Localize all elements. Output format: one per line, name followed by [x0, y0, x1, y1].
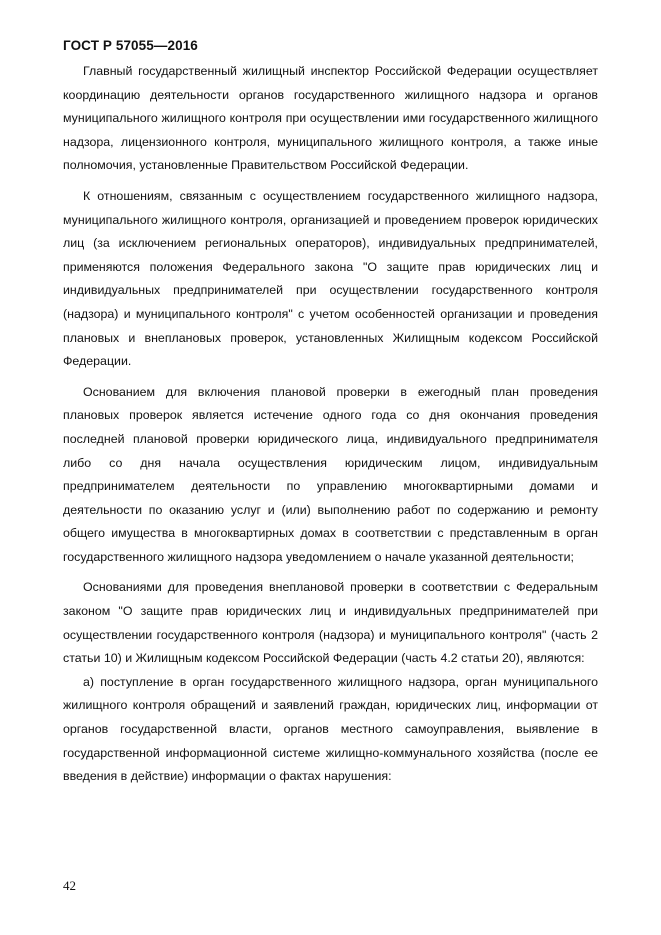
list-item-a: а) поступление в орган государственного жилищного надзора, орган муниципального жилищного контроля обращений и заявлений граждан, юридических лиц, информации от органов государственной власти, органов местного самоуправления, выявление в государственной информационной системе жилищно-коммунального хозяйства (после ее введения в действие) информации о фактах нарушения:: [63, 674, 598, 784]
paragraph: К отношениям, связанным с осуществлением государственного жилищного надзора, муниципального жилищного контроля, организацией и проведением проверок юридических лиц (за исключением региональных операторов), индивидуальных предпринимателей, применяются положения Федерального закона "О защите прав юридических лиц и индивидуальных предпринимателей при осуществлении государственного контроля (надзора) и муниципального контроля" с учетом особенностей организации и проведения плановых и внеплановых проверок, установленных Жилищным кодексом Российской Федерации.: [63, 188, 598, 369]
document-header: ГОСТ Р 57055—2016: [63, 38, 198, 53]
page-number: 42: [63, 878, 76, 893]
paragraph: Основаниями для проведения внеплановой проверки в соответствии с Федеральным законом "О защите прав юридических лиц и индивидуальных предпринимателей при осуществлении государственного контроля (надзора) и муниципального контроля" (часть 2 статьи 10) и Жилищным кодексом Российской Федерации (часть 4.2 статьи 20), являются:: [63, 580, 598, 666]
paragraph: Главный государственный жилищный инспектор Российской Федерации осуществляет координацию деятельности органов государственного жилищного надзора и органов муниципального жилищного контроля при осуществлении ими государственного жилищного надзора, лицензионного контроля, муниципального жилищного контроля, а также иные полномочия, установленные Правительством Российской Федерации.: [63, 64, 598, 173]
document-body: [63, 60, 598, 789]
paragraph: Основанием для включения плановой проверки в ежегодный план проведения плановых проверок является истечение одного года со дня окончания проведения последней плановой проверки юридического лица, индивидуального предпринимателя либо со дня начала осуществления юридическим лицом, индивидуальным предпринимателем деятельности по управлению многоквартирными домами и деятельности по оказанию услуг и (или) выполнению работ по содержанию и ремонту общего имущества в многоквартирных домах в соответствии с представленным в орган государственного жилищного надзора уведомлением о начале указанной деятельности;: [63, 384, 598, 564]
